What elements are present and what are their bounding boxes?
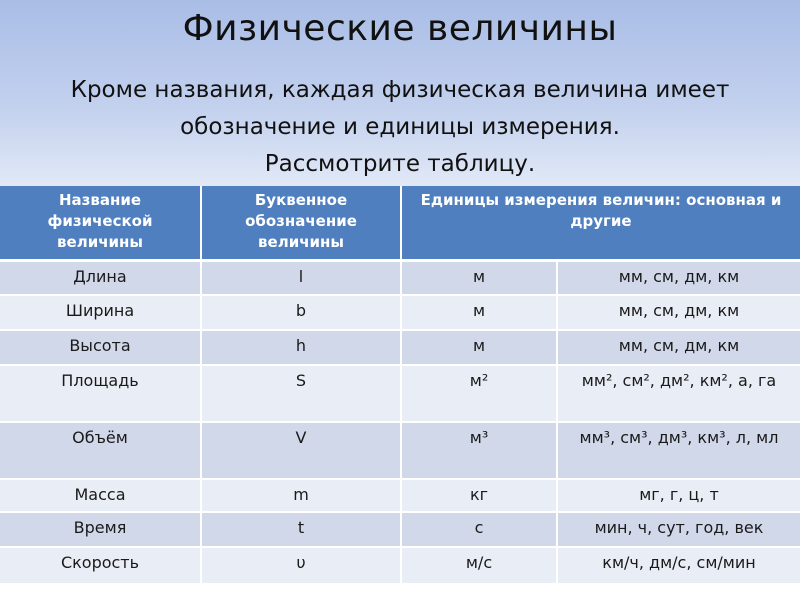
table-row <box>0 365 800 422</box>
quantity-symbol: S <box>201 365 401 422</box>
quantity-symbol: b <box>201 295 401 330</box>
other-units: мин, ч, сут, год, век <box>557 512 800 547</box>
header-letter-symbol: Буквенное обозначение величины <box>201 186 401 260</box>
table-row <box>0 512 800 547</box>
quantity-name: Площадь <box>0 365 201 422</box>
quantity-symbol: t <box>201 512 401 547</box>
main-unit: м <box>401 330 557 365</box>
other-units: мм, см, дм, км <box>557 295 800 330</box>
quantity-symbol: h <box>201 330 401 365</box>
table-row <box>0 479 800 512</box>
quantity-name: Масса <box>0 479 201 512</box>
main-unit: м³ <box>401 422 557 479</box>
quantity-name: Время <box>0 512 201 547</box>
other-units: мм³, см³, дм³, км³, л, мл <box>557 422 800 479</box>
table-row <box>0 422 800 479</box>
header-units: Единицы измерения величин: основная и другие <box>401 186 800 260</box>
main-unit: м <box>401 260 557 295</box>
other-units: мм², см², дм², км², а, га <box>557 365 800 422</box>
table-row <box>0 295 800 330</box>
quantity-symbol: m <box>201 479 401 512</box>
main-unit: с <box>401 512 557 547</box>
quantity-symbol: V <box>201 422 401 479</box>
physical-quantities-table <box>0 186 800 585</box>
other-units: мм, см, дм, км <box>557 330 800 365</box>
intro-line-3: Рассмотрите таблицу. <box>264 151 536 177</box>
quantity-symbol: υ <box>201 547 401 584</box>
quantity-name: Высота <box>0 330 201 365</box>
table-row <box>0 260 800 295</box>
intro-line-1: Кроме названия, каждая физическая величина имеет <box>70 77 730 103</box>
main-unit: м² <box>401 365 557 422</box>
table-header-row <box>0 186 800 260</box>
main-unit: кг <box>401 479 557 512</box>
intro-line-2: обозначение и единицы измерения. <box>180 114 620 140</box>
intro-text <box>0 72 800 183</box>
quantity-name: Скорость <box>0 547 201 584</box>
header-quantity-name: Название физической величины <box>0 186 201 260</box>
quantity-name: Объём <box>0 422 201 479</box>
quantity-name: Длина <box>0 260 201 295</box>
table-row <box>0 547 800 584</box>
main-unit: м/с <box>401 547 557 584</box>
other-units: км/ч, дм/с, см/мин <box>557 547 800 584</box>
quantity-name: Ширина <box>0 295 201 330</box>
quantity-symbol: l <box>201 260 401 295</box>
other-units: мм, см, дм, км <box>557 260 800 295</box>
other-units: мг, г, ц, т <box>557 479 800 512</box>
table-row <box>0 330 800 365</box>
main-unit: м <box>401 295 557 330</box>
slide-title: Физические величины <box>182 8 618 49</box>
